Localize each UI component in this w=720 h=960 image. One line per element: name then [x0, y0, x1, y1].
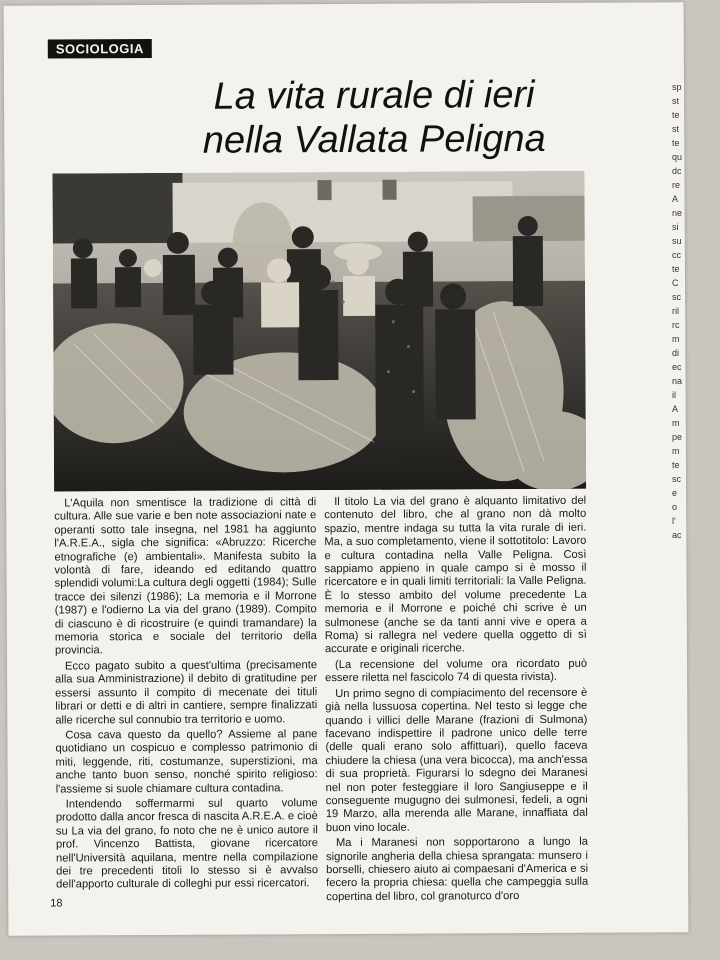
margin-fragment: il — [672, 390, 676, 400]
section-label: SOCIOLOGIA — [48, 39, 152, 59]
margin-fragment: rc — [672, 320, 680, 330]
right-column — [324, 495, 588, 907]
margin-fragment: na — [672, 376, 683, 386]
margin-fragment: st — [672, 96, 680, 106]
paragraph: Un primo segno di compiacimento del recensore è già nella lussuosa copertina. Nel testo si legge che quando i villici delle Marane (frazioni di Sulmona) facevano indispettire il padrone unico delle terre (delle quali erano solo affittuari), quello faceva chiudere la chiesa (una vera bicocca), ma anch'essa di sua proprietà. Figurarsi lo sdegno dei Maranesi nel non poter festeggiare il loro Sangiuseppe e il conseguente mugugno dei sulmonesi, fedeli, a ogni 19 Marzo, alla merenda alle Marane, innaffiata dal buon vino locale. — [325, 686, 588, 834]
margin-fragment: ec — [672, 362, 682, 372]
title-line-1: La vita rurale di ieri — [213, 74, 535, 118]
margin-fragment: sp — [672, 82, 682, 92]
margin-fragment: sc — [672, 474, 681, 484]
margin-fragment: A — [672, 194, 679, 204]
paragraph: Ecco pagato subito a quest'ultima (precisamente alla sua Amministrazione) il debito di gratitudine per essersi assunto il compito di mecenate dei tituli librari or detti e di altri in cantiere, sempre finalizzati alle ricerche sul connubio tra territorio e uomo. — [55, 659, 318, 727]
margin-fragment: e — [672, 488, 678, 498]
margin-fragment: re — [672, 180, 681, 190]
margin-fragment: l' — [672, 516, 676, 526]
magazine-page — [4, 2, 689, 936]
margin-fragment: sc — [672, 292, 681, 302]
margin-fragment: di — [672, 348, 680, 358]
paragraph: L'Aquila non smentisce la tradizione di città di cultura. Alle sue varie e ben note associazioni nate e operanti sotto tale insegna, nel 1981 ha aggiunto l'A.R.E.A., sigla che significa: «Abruzzo: Ricerche etnografiche (e) ambientali». Manifesta subito la volontà di fare, ideando ed editando quattro splendidi volumi:La cultura degli oggetti (1984); Sulle tracce dei silenzi (1986); La memoria e il Morrone (1987) e l'odierno La via del grano (1989). Compito di ciascuno è di ricostruire (e quindi tramandare) la memoria storica e sociale del territorio della provincia. — [54, 496, 317, 657]
page-number: 18 — [50, 897, 63, 910]
margin-fragment: te — [672, 110, 680, 120]
paragraph: Intendendo soffermarmi sul quarto volume prodotto dalla ancor fresca di nascita A.R.E.A. e cioè su La via del grano, fo noto che ne è unico autore il prof. Vincenzo Battista, giovane ricercatore nell'Università aquilana, mentre nella compilazione dei tre precedenti titoli lo stesso si è avvalso dell'apporto culturale di colleghi pur essi ricercatori. — [55, 797, 319, 891]
margin-fragment: te — [672, 138, 680, 148]
left-column — [54, 496, 318, 894]
margin-fragment: pe — [672, 432, 683, 442]
margin-fragment: te — [672, 460, 680, 470]
margin-fragment: st — [672, 124, 680, 134]
article-title — [94, 72, 654, 163]
paragraph: Cosa cava questo da quello? Assieme al pane quotidiano un cospicuo e complesso patrimonio di miti, leggende, riti, costumanze, superstizioni, ma anche tanto buon senso, nonché spirito religioso: l'assieme si suole chiamare cultura contadina. — [55, 728, 318, 796]
margin-fragment: te — [672, 264, 680, 274]
margin-fragment: ne — [672, 208, 683, 218]
margin-fragment: o — [672, 502, 678, 512]
title-line-2: nella Vallata Peligna — [202, 117, 546, 162]
margin-fragment: ac — [672, 530, 682, 540]
margin-fragment: dc — [672, 166, 682, 176]
margin-fragment: m — [672, 334, 680, 344]
harvest-photo — [52, 171, 586, 492]
margin-fragment: ril — [672, 306, 679, 316]
margin-fragment: m — [672, 446, 680, 456]
margin-fragment: m — [672, 418, 680, 428]
margin-fragment: A — [672, 404, 679, 414]
margin-fragment: C — [672, 278, 679, 288]
paragraph: Ma i Maranesi non sopportarono a lungo la signorile angheria della chiesa sprangata: munsero i borselli, chiesero aiuto ai compaesani d'America e si fecero la propria chiesa: quella che campeggia sulla copertina del libro, col granoturco d'oro — [325, 835, 589, 903]
paragraph: Il titolo La via del grano è alquanto limitativo del contenuto del libro, che al grano non dà molto spazio, mentre indaga su tutta la vita rurale di ieri. Ma, a suo completamento, viene il sottotitolo: Lavoro e cultura contadina nella Valle Peligna. Così sappiamo appieno in quale campo si è mosso il ricercatore e in quali limiti territoriali: la Valle Peligna. È lo stesso ambito del volume precedente La memoria e il Morrone e poiché chi scrive è un sulmonese (anche se da tanti anni vive e opera a Roma) si rallegra nel vedere quella oggetto di sì accurate e originali ricerche. — [324, 494, 587, 656]
next-page-margin — [672, 80, 712, 540]
margin-fragment: si — [672, 222, 679, 232]
margin-fragment: su — [672, 236, 682, 246]
paragraph: (La recensione del volume ora ricordato può essere riletta nel fascicolo 74 di questa rivista). — [325, 657, 588, 685]
margin-fragment: cc — [672, 250, 681, 260]
margin-fragment: qu — [672, 152, 683, 162]
